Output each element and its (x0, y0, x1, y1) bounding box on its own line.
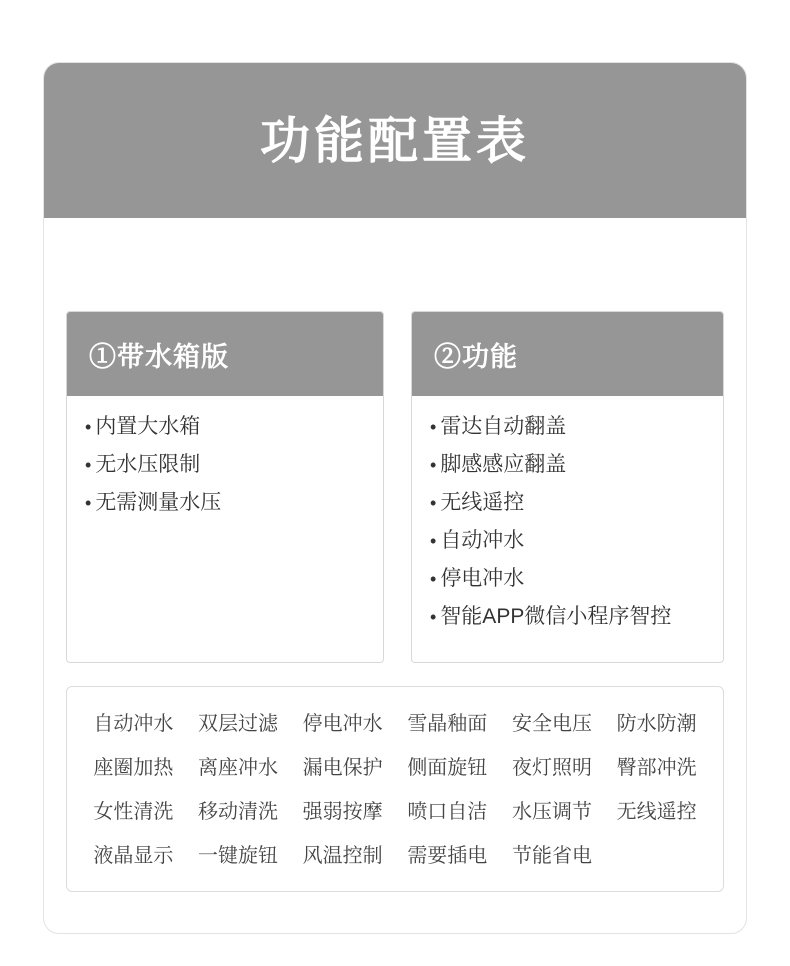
feature-tag: 漏电保护 (302, 757, 383, 779)
bullet-icon: • (430, 569, 437, 589)
list-item (430, 416, 705, 437)
list-item (430, 530, 705, 551)
list-item-label: 停电冲水 (440, 567, 525, 590)
feature-tag: 需要插电 (407, 845, 488, 867)
feature-tag: 风温控制 (302, 845, 383, 867)
panels-row (66, 311, 724, 663)
feature-grid (66, 686, 724, 892)
feature-tag: 节能省电 (511, 845, 592, 867)
banner (44, 63, 746, 218)
list-item (430, 606, 705, 627)
feature-grid-inner (81, 709, 709, 871)
feature-tag: 女性清洗 (93, 801, 174, 823)
list-item-label: 雷达自动翻盖 (440, 415, 567, 438)
page-title: 功能配置表 (260, 112, 530, 169)
feature-tag: 强弱按摩 (302, 801, 383, 823)
panel-water-tank (66, 311, 384, 663)
panel-functions (411, 311, 724, 663)
list-item-label: 智能APP微信小程序智控 (440, 605, 672, 628)
card-body (44, 311, 746, 892)
bullet-icon: • (430, 607, 437, 627)
bullet-icon: • (85, 455, 92, 475)
feature-tag: 夜灯照明 (511, 757, 592, 779)
list-item (430, 454, 705, 475)
bullet-icon: • (85, 417, 92, 437)
panel-spacer (85, 530, 365, 590)
feature-tag: 一键旋钮 (197, 845, 278, 867)
list-item-label: 内置大水箱 (95, 415, 201, 438)
list-item-label: 无线遥控 (440, 491, 525, 514)
list-item-label: 自动冲水 (440, 529, 525, 552)
list-item (430, 492, 705, 513)
list-item (85, 492, 365, 513)
feature-tag: 防水防潮 (616, 713, 697, 735)
feature-tag: 水压调节 (511, 801, 592, 823)
bullet-icon: • (430, 531, 437, 551)
feature-tag-empty (604, 841, 709, 871)
feature-tag: 停电冲水 (302, 713, 383, 735)
feature-tag: 喷口自洁 (407, 801, 488, 823)
panel-functions-title: ②功能 (434, 341, 518, 372)
feature-tag: 双层过滤 (197, 713, 278, 735)
list-item (85, 416, 365, 437)
feature-tag: 侧面旋钮 (407, 757, 488, 779)
spec-card (43, 62, 747, 934)
bullet-icon: • (430, 493, 437, 513)
list-item-label: 无需测量水压 (95, 491, 222, 514)
feature-tag: 无线遥控 (616, 801, 697, 823)
panel-water-tank-title: ①带水箱版 (89, 341, 229, 372)
list-item (85, 454, 365, 475)
feature-tag: 座圈加热 (93, 757, 174, 779)
list-item-label: 脚感感应翻盖 (440, 453, 567, 476)
list-item-label: 无水压限制 (95, 453, 201, 476)
list-item (430, 568, 705, 589)
panel-water-tank-body (67, 396, 383, 608)
feature-tag: 臀部冲洗 (616, 757, 697, 779)
feature-tag: 雪晶釉面 (407, 713, 488, 735)
bullet-icon: • (430, 455, 437, 475)
bullet-icon: • (430, 417, 437, 437)
panel-water-tank-header (67, 312, 383, 396)
feature-tag: 移动清洗 (197, 801, 278, 823)
panel-functions-body (412, 396, 723, 662)
feature-tag: 液晶显示 (93, 845, 174, 867)
bullet-icon: • (85, 493, 92, 513)
feature-tag: 安全电压 (511, 713, 592, 735)
feature-tag: 离座冲水 (197, 757, 278, 779)
panel-functions-header (412, 312, 723, 396)
feature-tag: 自动冲水 (93, 713, 174, 735)
